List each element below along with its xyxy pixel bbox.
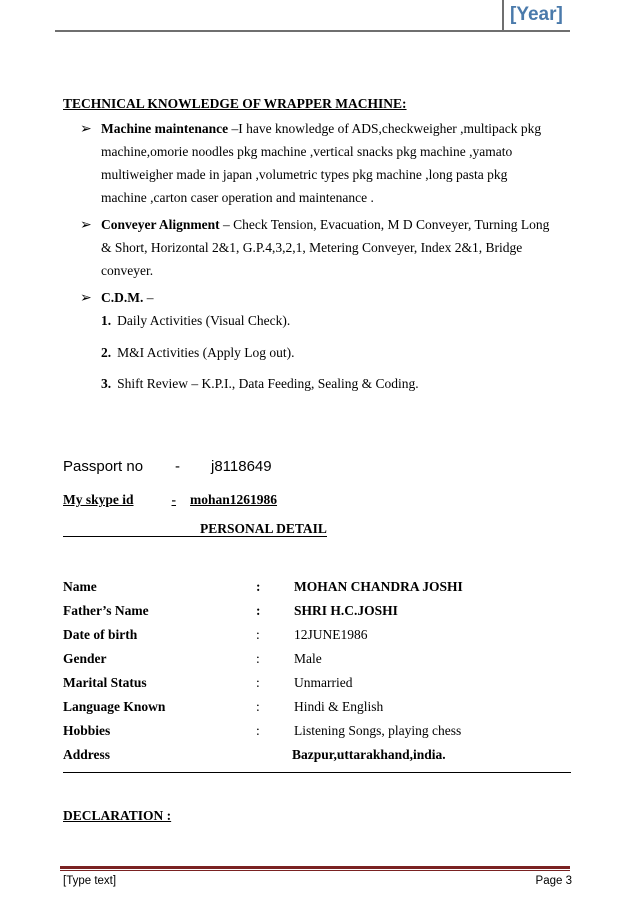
cdm-step-text: M&I Activities (Apply Log out). bbox=[117, 345, 295, 360]
tech-item-title: C.D.M. bbox=[101, 290, 144, 305]
passport-value: j8118649 bbox=[211, 458, 272, 475]
personal-value: Listening Songs, playing chess bbox=[294, 723, 462, 738]
tech-item-conveyer-alignment bbox=[101, 213, 569, 282]
tech-item-cdm bbox=[101, 286, 569, 309]
bullet-arrow-icon: ➢ bbox=[80, 122, 92, 137]
personal-label: Father’s Name bbox=[63, 603, 149, 618]
tech-item-line: multiweigher made in japan ,volumetric types pkg machine ,long pasta pkg bbox=[101, 167, 508, 182]
personal-colon: : bbox=[256, 675, 260, 690]
bullet-arrow-icon: ➢ bbox=[80, 291, 92, 306]
personal-row-dob bbox=[63, 627, 573, 647]
personal-value: 12JUNE1986 bbox=[294, 627, 368, 642]
tech-item-title: Conveyer Alignment bbox=[101, 217, 220, 232]
personal-colon: : bbox=[256, 651, 260, 666]
personal-row-hobbies bbox=[63, 723, 573, 743]
personal-value: Male bbox=[294, 651, 322, 666]
tech-item-machine-maintenance bbox=[101, 117, 569, 209]
cdm-step-number: 3. bbox=[101, 376, 112, 391]
cdm-step bbox=[101, 376, 419, 392]
declaration-heading: DECLARATION : bbox=[63, 808, 172, 823]
personal-row-gender bbox=[63, 651, 573, 671]
personal-label: Language Known bbox=[63, 699, 166, 714]
bullet-arrow-icon: ➢ bbox=[80, 218, 92, 233]
personal-label: Gender bbox=[63, 651, 107, 666]
cdm-step bbox=[101, 345, 294, 361]
personal-value: Bazpur,uttarakhand,india. bbox=[292, 747, 446, 762]
personal-colon: : bbox=[256, 579, 261, 594]
footer-rule bbox=[60, 866, 570, 869]
tech-item-line: & Short, Horizontal 2&1, G.P.4,3,2,1, Metering Conveyer, Index 2&1, Bridge bbox=[101, 240, 523, 255]
passport-label: Passport no bbox=[63, 458, 144, 475]
cdm-step-number: 2. bbox=[101, 345, 112, 360]
tech-item-line: –I have knowledge of ADS,checkweigher ,multipack pkg bbox=[228, 121, 542, 136]
personal-colon: : bbox=[256, 627, 260, 642]
header-year[interactable]: [Year] bbox=[510, 4, 563, 25]
cdm-step-text: Daily Activities (Visual Check). bbox=[117, 313, 291, 328]
footer-page-number: Page 3 bbox=[535, 875, 572, 887]
personal-label: Date of birth bbox=[63, 627, 138, 642]
section-separator bbox=[63, 772, 571, 773]
personal-row-father bbox=[63, 603, 573, 623]
tech-item-title: Machine maintenance bbox=[101, 121, 229, 136]
personal-label: Name bbox=[63, 579, 97, 594]
personal-value: Hindi & English bbox=[294, 699, 384, 714]
personal-value: SHRI H.C.JOSHI bbox=[294, 603, 398, 618]
personal-row-language bbox=[63, 699, 573, 719]
tech-item-line: machine ,carton caser operation and maintenance . bbox=[101, 190, 374, 205]
personal-row-marital bbox=[63, 675, 573, 695]
personal-colon: : bbox=[256, 603, 261, 618]
cdm-step-text: Shift Review – K.P.I., Data Feeding, Sealing & Coding. bbox=[117, 376, 419, 391]
technical-heading: TECHNICAL KNOWLEDGE OF WRAPPER MACHINE: bbox=[63, 96, 407, 111]
tech-item-line: – Check Tension, Evacuation, M D Conveyer, Turning Long bbox=[219, 217, 550, 232]
skype-line bbox=[63, 492, 277, 508]
header-rule bbox=[55, 30, 570, 32]
personal-detail-title: PERSONAL DETAIL bbox=[200, 521, 327, 536]
personal-row-address bbox=[63, 747, 573, 767]
footer-rule-thin bbox=[60, 870, 570, 871]
header-divider bbox=[502, 0, 504, 32]
personal-value: Unmarried bbox=[294, 675, 353, 690]
personal-colon: : bbox=[256, 699, 260, 714]
personal-label: Marital Status bbox=[63, 675, 147, 690]
personal-label: Address bbox=[63, 747, 111, 762]
tech-item-line: conveyer. bbox=[101, 263, 154, 278]
skype-dash: - bbox=[171, 492, 177, 507]
footer-type-text[interactable]: [Type text] bbox=[63, 875, 117, 887]
personal-label: Hobbies bbox=[63, 723, 111, 738]
cdm-step-number: 1. bbox=[101, 313, 112, 328]
personal-colon: : bbox=[256, 723, 260, 738]
tech-item-line: machine,omorie noodles pkg machine ,vertical snacks pkg machine ,yamato bbox=[101, 144, 513, 159]
tech-item-line: – bbox=[143, 290, 154, 305]
skype-label: My skype id bbox=[63, 492, 134, 507]
cdm-step bbox=[101, 313, 290, 329]
skype-value: mohan1261986 bbox=[190, 492, 278, 507]
personal-row-name bbox=[63, 579, 573, 599]
passport-dash: - bbox=[175, 458, 180, 475]
personal-value: MOHAN CHANDRA JOSHI bbox=[294, 579, 463, 594]
